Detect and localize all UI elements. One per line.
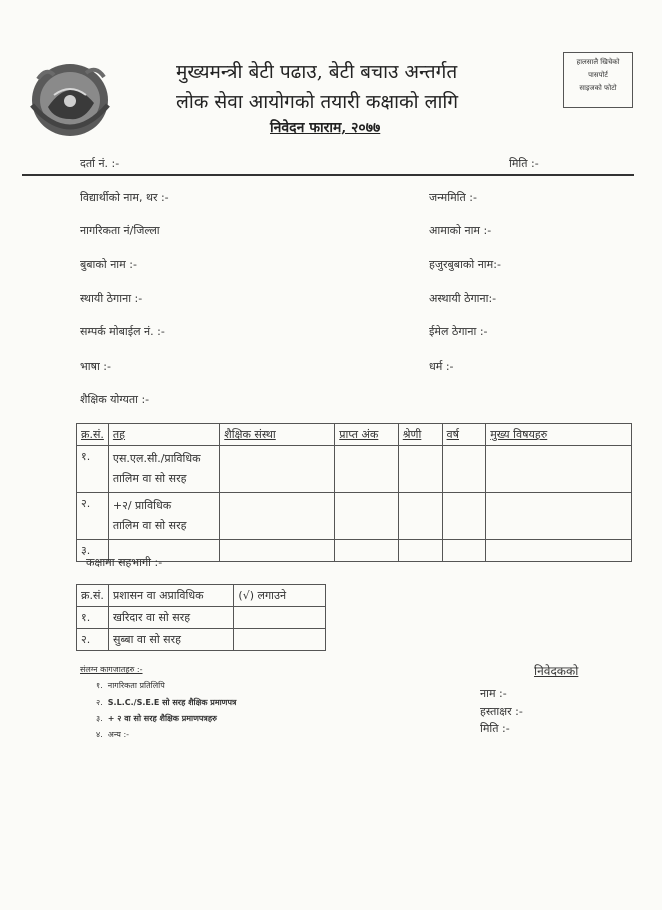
table-row — [77, 493, 632, 540]
registration-number-label: दर्ता नं. :- — [80, 157, 120, 170]
year-cell[interactable] — [442, 540, 486, 562]
column-header: क्र.सं. — [77, 585, 109, 607]
grandfather-name-field[interactable]: हजुरबुबाको नाम:- — [429, 258, 501, 271]
marks-cell[interactable] — [335, 493, 399, 540]
email-field[interactable]: ईमेल ठेगाना :- — [429, 325, 488, 338]
mobile-field[interactable]: सम्पर्क मोबाईल नं. :- — [80, 325, 165, 338]
education-label: शैक्षिक योग्यता :- — [80, 393, 150, 406]
column-header: (√) लगाउने — [234, 585, 326, 607]
institution-cell[interactable] — [220, 493, 335, 540]
column-header: प्राप्त अंक — [335, 424, 399, 446]
permanent-address-field[interactable]: स्थायी ठेगाना :- — [80, 292, 143, 305]
photo-box-text: साइजको फोटो — [579, 84, 617, 92]
top-date-label: मिति :- — [509, 157, 539, 170]
column-header: प्रशासन वा अप्राविधिक — [108, 585, 233, 607]
subjects-cell[interactable] — [486, 540, 632, 562]
level-cell — [108, 493, 219, 540]
header-divider — [22, 174, 634, 176]
form-title-line-1: मुख्यमन्त्री बेटी पढाउ, बेटी बचाउ अन्तर्गत — [176, 61, 458, 83]
nepal-emblem-icon — [24, 55, 116, 141]
marks-cell[interactable] — [335, 446, 399, 493]
applicant-heading: निवेदकको — [534, 664, 579, 678]
table-header-row — [77, 424, 632, 446]
attachments-heading: संलग्न कागजातहरु :- — [80, 665, 143, 674]
photo-box-text: हालसालै खिचेको — [576, 58, 620, 66]
dob-field[interactable]: जन्ममिति :- — [429, 191, 477, 204]
post-name: खरिदार वा सो सरह — [108, 607, 233, 629]
row-number: १. — [77, 446, 109, 493]
attachment-item: २. S.L.C./S.E.E सो सरह शैक्षिक प्रमाणपत्र — [96, 698, 237, 707]
level-text: तालिम वा सो सरह — [112, 519, 187, 532]
marks-cell[interactable] — [335, 540, 399, 562]
citizenship-field[interactable]: नागरिकता नं/जिल्ला — [80, 224, 160, 237]
subjects-cell[interactable] — [486, 493, 632, 540]
participation-label: कक्षामा सहभागी :- — [86, 556, 163, 569]
column-header: वर्ष — [442, 424, 486, 446]
temporary-address-field[interactable]: अस्थायी ठेगाना:- — [429, 292, 497, 305]
row-number: ३. — [77, 540, 109, 562]
row-number: २. — [77, 493, 109, 540]
subjects-cell[interactable] — [486, 446, 632, 493]
education-table — [76, 423, 632, 562]
table-row — [77, 629, 326, 651]
student-name-field[interactable]: विद्यार्थीको नाम, थर :- — [80, 191, 169, 204]
column-header: क्र.सं. — [77, 424, 109, 446]
passport-photo-box[interactable] — [563, 52, 633, 108]
religion-field[interactable]: धर्म :- — [429, 360, 454, 373]
institution-cell[interactable] — [220, 446, 335, 493]
column-header: श्रेणी — [398, 424, 442, 446]
participation-table — [76, 584, 326, 651]
division-cell[interactable] — [398, 493, 442, 540]
father-name-field[interactable]: बुबाको नाम :- — [80, 258, 137, 271]
year-cell[interactable] — [442, 493, 486, 540]
column-header: मुख्य विषयहरु — [486, 424, 632, 446]
division-cell[interactable] — [398, 540, 442, 562]
level-cell — [108, 446, 219, 493]
table-row — [77, 607, 326, 629]
institution-cell[interactable] — [220, 540, 335, 562]
language-field[interactable]: भाषा :- — [80, 360, 111, 373]
attachment-item: १. नागरिकता प्रतिलिपि — [96, 681, 165, 690]
attachment-item: ३. + २ वा सो सरह शैक्षिक प्रमाणपत्रहरु — [96, 714, 217, 723]
column-header: तह — [108, 424, 219, 446]
row-number: २. — [77, 629, 109, 651]
attachment-item: ४. अन्य :- — [96, 730, 130, 739]
post-name: सुब्बा वा सो सरह — [108, 629, 233, 651]
level-text: तालिम वा सो सरह — [112, 472, 187, 485]
level-text: +२/ प्राविधिक — [112, 499, 172, 512]
column-header: शैक्षिक संस्था — [220, 424, 335, 446]
form-title-line-2: लोक सेवा आयोगको तयारी कक्षाको लागि — [176, 91, 459, 113]
year-cell[interactable] — [442, 446, 486, 493]
mother-name-field[interactable]: आमाको नाम :- — [429, 224, 492, 237]
photo-box-text: पासपोर्ट — [588, 71, 608, 79]
applicant-date-field[interactable]: मिति :- — [480, 722, 510, 735]
table-header-row — [77, 585, 326, 607]
division-cell[interactable] — [398, 446, 442, 493]
table-row — [77, 446, 632, 493]
row-number: १. — [77, 607, 109, 629]
applicant-signature-field[interactable]: हस्ताक्षर :- — [480, 705, 523, 718]
applicant-name-field[interactable]: नाम :- — [480, 687, 507, 700]
tick-cell[interactable] — [234, 629, 326, 651]
tick-cell[interactable] — [234, 607, 326, 629]
form-subtitle: निवेदन फाराम, २०७७ — [270, 120, 381, 136]
level-text: एस.एल.सी./प्राविधिक — [112, 452, 201, 465]
